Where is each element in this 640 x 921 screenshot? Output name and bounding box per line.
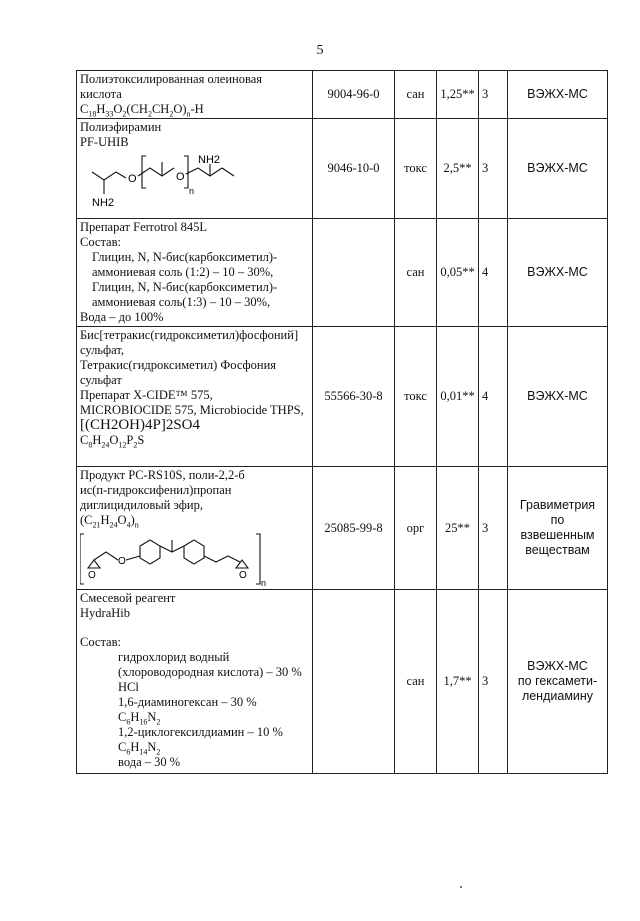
- substance-name: Полиэфирамин: [80, 120, 162, 134]
- repeat-label: n: [189, 186, 195, 196]
- formula-text: [(CH2OH)4P]2SO4: [80, 417, 200, 433]
- hazard-level: 3: [479, 467, 508, 590]
- component-line: гидрохлорид водный: [118, 650, 230, 664]
- substance-name: Тетракис(гидроксиметил) Фосфония: [80, 358, 277, 372]
- table-row: [77, 327, 608, 467]
- substance-name-cell: [77, 71, 313, 119]
- substance-name: Препарат Ferrotrol 845L: [80, 220, 208, 234]
- substance-name-cell: [77, 119, 313, 219]
- polyetheramine-structure: [80, 154, 270, 210]
- component-line: вода – 30 %: [118, 755, 181, 769]
- substance-name: HydraHib: [80, 606, 130, 620]
- substance-name: сульфат: [80, 373, 122, 387]
- substance-name-cell: [77, 467, 313, 590]
- component-line: (хлороводородная кислота) – 30 %: [118, 665, 302, 679]
- substance-name: Препарат X-CIDE™ 575,: [80, 388, 213, 402]
- hazard-class: токс: [395, 119, 437, 219]
- chemical-formula: $C_6H_{16}N_2$: [118, 710, 161, 727]
- amine-label: NH2: [92, 197, 115, 209]
- component-line: HCl: [118, 680, 139, 694]
- substance-name: Бис[тетракис(гидроксиметил)фосфоний]: [80, 328, 299, 342]
- analysis-method: ВЭЖХ-МС: [508, 219, 608, 327]
- hazard-class: токс: [395, 327, 437, 467]
- substance-name: MICROBIOCIDE 575, Microbiocide THPS,: [80, 403, 304, 417]
- analysis-method: Гравиметрия по взвешенным веществам: [508, 467, 608, 590]
- table-row: [77, 590, 608, 774]
- hazard-class: сан: [395, 590, 437, 774]
- substance-name-cell: [77, 219, 313, 327]
- substance-name: кислота: [80, 87, 122, 101]
- substance-name: ис(п-гидроксифенил)пропан: [80, 483, 232, 497]
- amine-label: NH2: [198, 154, 221, 166]
- hazard-level: 4: [479, 219, 508, 327]
- hazard-level: 3: [479, 71, 508, 119]
- composition-label: Состав:: [80, 235, 121, 249]
- component-line: аммониевая соль(1:3) – 10 – 30%,: [92, 295, 271, 309]
- component-line: 1,2-циклогексилдиамин – 10 %: [118, 725, 283, 739]
- table-row: [77, 467, 608, 590]
- hazard-level: 3: [479, 590, 508, 774]
- substance-name: PF-UHIB: [80, 135, 129, 149]
- cas-number: 9046-10-0: [313, 119, 395, 219]
- limit-value: 25**: [437, 467, 479, 590]
- component-line: 1,6-диаминогексан – 30 %: [118, 695, 257, 709]
- hazard-class: орг: [395, 467, 437, 590]
- cas-number: [313, 590, 395, 774]
- oxygen-label: O: [118, 556, 126, 567]
- oxygen-label: O: [88, 570, 96, 581]
- hazard-level: 4: [479, 327, 508, 467]
- analysis-method: ВЭЖХ-МС: [508, 71, 608, 119]
- component-line: Вода – до 100%: [80, 310, 164, 324]
- repeat-label: n: [261, 578, 267, 588]
- composition-label: Состав:: [80, 635, 121, 649]
- limit-value: 1,7**: [437, 590, 479, 774]
- limit-value: 0,05**: [437, 219, 479, 327]
- chemical-formula: $(C_{21}H_{24}O_4)_n$: [80, 513, 139, 530]
- limit-value: 2,5**: [437, 119, 479, 219]
- chemical-formula: $C_{18}H_{33}O_2(CH_2CH_2O)_n-H$: [80, 102, 204, 119]
- scan-speck: [460, 886, 462, 888]
- hazard-class: сан: [395, 219, 437, 327]
- oxygen-label: O: [128, 173, 137, 185]
- limit-value: 0,01**: [437, 327, 479, 467]
- limit-value: 1,25**: [437, 71, 479, 119]
- table-row: [77, 219, 608, 327]
- cas-number: 55566-30-8: [313, 327, 395, 467]
- substance-name: диглицидиловый эфир,: [80, 498, 203, 512]
- cas-number: [313, 219, 395, 327]
- chemical-formula: $C_6H_{14}N_2$: [118, 740, 161, 757]
- component-line: аммониевая соль (1:2) – 10 – 30%,: [92, 265, 274, 279]
- analysis-method: ВЭЖХ-МС по гексамети- лендиамину: [508, 590, 608, 774]
- substance-name: Смесевой реагент: [80, 591, 176, 605]
- epoxy-resin-structure: [80, 532, 270, 588]
- component-line: Глицин, N, N-бис(карбоксиметил)-: [92, 250, 278, 264]
- table-row: [77, 119, 608, 219]
- substance-name-cell: [77, 327, 313, 467]
- substance-name-cell: [77, 590, 313, 774]
- hazard-level: 3: [479, 119, 508, 219]
- substance-name: сульфат,: [80, 343, 124, 357]
- component-line: Глицин, N, N-бис(карбоксиметил)-: [92, 280, 278, 294]
- oxygen-label: O: [239, 570, 247, 581]
- analysis-method: ВЭЖХ-МС: [508, 119, 608, 219]
- cas-number: 25085-99-8: [313, 467, 395, 590]
- cas-number: 9004-96-0: [313, 71, 395, 119]
- substances-table: [76, 70, 608, 774]
- substance-name: Продукт PC-RS10S, поли-2,2-б: [80, 468, 245, 482]
- hazard-class: сан: [395, 71, 437, 119]
- chemical-formula: $C_8H_{24}O_{12}P_2S$: [80, 433, 145, 450]
- analysis-method: ВЭЖХ-МС: [508, 327, 608, 467]
- substance-name: Полиэтоксилированная олеиновая: [80, 72, 263, 86]
- oxygen-label: O: [176, 171, 185, 183]
- table-row: [77, 71, 608, 119]
- page-number: 5: [316, 43, 324, 58]
